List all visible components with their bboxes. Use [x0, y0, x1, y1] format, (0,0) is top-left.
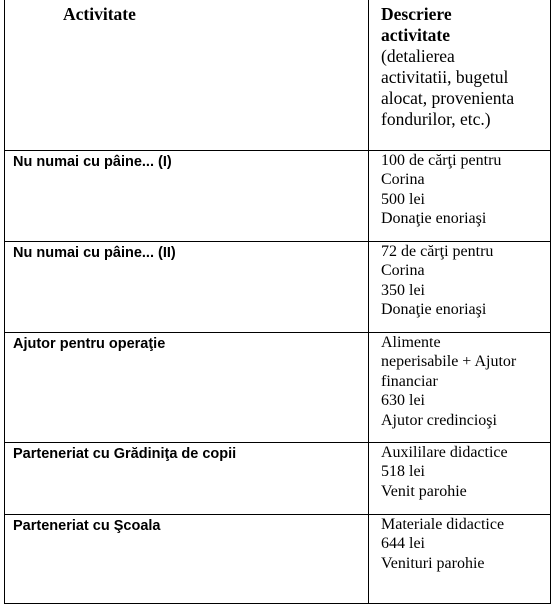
description-header-cell: [369, 0, 551, 150]
budget-amount: 518 lei: [381, 463, 425, 480]
funding-source: Donaţie enoriaşi: [381, 210, 487, 227]
description-line: financiar: [381, 372, 438, 390]
description-line: Corina: [381, 171, 425, 188]
description-line: Corina: [381, 262, 425, 279]
activity-name: Ajutor pentru operaţie: [13, 335, 166, 352]
table-header-row: [5, 0, 551, 150]
description-line: Materiale didactice: [381, 515, 505, 533]
description-note-line1: (detalierea: [381, 46, 455, 66]
activity-name: Nu numai cu pâine... (II): [13, 244, 176, 261]
description-line: Auxililare didactice: [381, 443, 508, 461]
activity-cell: [5, 332, 369, 442]
description-cell: [369, 150, 551, 241]
description-line: 72 de cărţi pentru: [381, 242, 494, 260]
description-cell: [369, 514, 551, 603]
description-note-line4: fondurilor, etc.): [381, 109, 491, 129]
budget-amount: 500 lei: [381, 190, 425, 208]
activity-name: Nu numai cu pâine... (I): [13, 153, 172, 170]
table-row: [5, 514, 551, 603]
budget-amount: 644 lei: [381, 535, 425, 552]
activity-header-cell: [5, 0, 369, 150]
description-cell: [369, 442, 551, 514]
table-row: [5, 241, 551, 332]
table-row: [5, 442, 551, 514]
funding-source: Donaţie enoriaşi: [381, 301, 487, 318]
description-cell: [369, 332, 551, 442]
description-cell: [369, 241, 551, 332]
activity-cell: [5, 241, 369, 332]
description-header-line1: Descriere: [381, 4, 452, 24]
activity-name: Parteneriat cu Şcoala: [13, 517, 161, 534]
description-line: neperisabile + Ajutor: [381, 353, 517, 370]
activity-header: Activitate: [63, 4, 136, 24]
table-row: [5, 150, 551, 241]
description-note-line2: activitatii, bugetul: [381, 67, 509, 87]
description-header-line2: activitate: [381, 25, 450, 45]
funding-source: Venituri parohie: [381, 554, 485, 572]
activities-table: [4, 0, 551, 604]
description-line: Alimente: [381, 333, 441, 351]
description-note-line3: alocat, provenienta: [381, 88, 515, 108]
activity-cell: [5, 150, 369, 241]
budget-amount: 630 lei: [381, 392, 425, 409]
activity-name: Parteneriat cu Grădiniţa de copii: [13, 445, 237, 462]
funding-source: Venit parohie: [381, 482, 467, 500]
budget-amount: 350 lei: [381, 281, 425, 299]
activity-cell: [5, 514, 369, 603]
table-row: [5, 332, 551, 442]
funding-source: Ajutor credincioşi: [381, 411, 497, 429]
description-line: 100 de cărţi pentru: [381, 151, 502, 169]
activity-cell: [5, 442, 369, 514]
